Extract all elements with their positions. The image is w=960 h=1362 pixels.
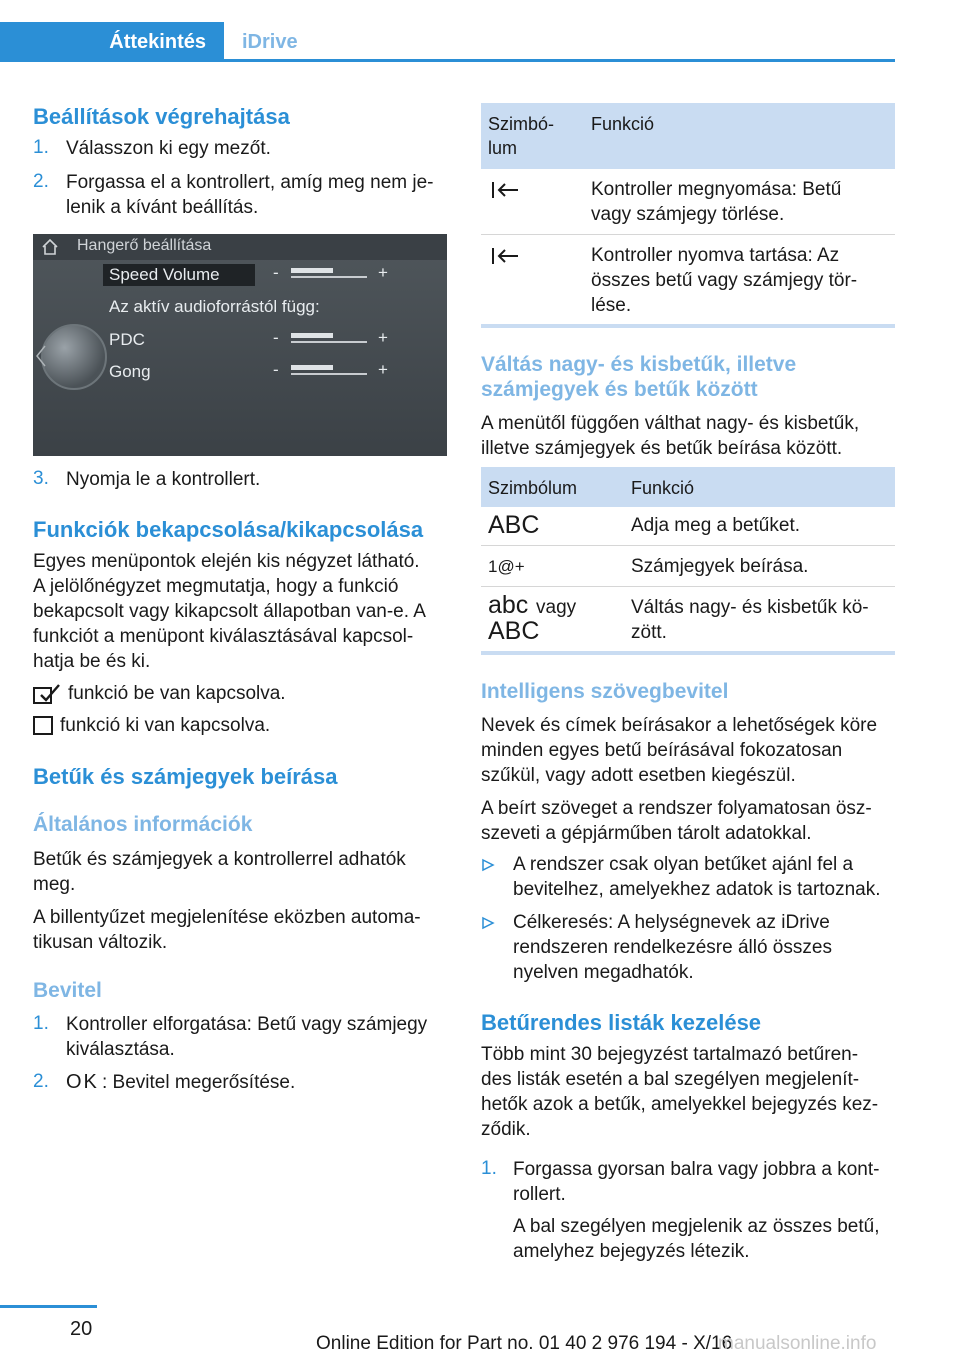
paragraph: Egyes menüpontok elején kis négyzet látható.: [33, 551, 420, 572]
step-text: lenik a kívánt beállítás.: [66, 197, 259, 218]
step-number: 3.: [33, 468, 49, 489]
menu-item-label: Az aktív audioforrástól függ:: [109, 297, 320, 316]
step-number: 1.: [33, 1013, 49, 1034]
table-cell: zött.: [631, 622, 667, 643]
idrive-screenshot: [33, 234, 447, 456]
step-number: 1.: [33, 137, 49, 158]
table-cell: Váltás nagy- és kisbetűk kö-: [631, 597, 869, 618]
delete-icon: [490, 180, 520, 200]
step-text: : Bevitel megerősítése.: [102, 1072, 296, 1093]
subsection-title-bevitel: Bevitel: [33, 979, 102, 1002]
table-cell: vagy számjegy törlése.: [591, 204, 785, 225]
table-cell: Adja meg a betűket.: [631, 515, 800, 536]
table-cell: Kontroller nyomva tartása: Az: [591, 245, 840, 266]
subsection-title-smart-input: Intelligens szövegbevitel: [481, 680, 729, 703]
menu-item-speed-volume[interactable]: Speed Volume: [109, 265, 220, 284]
minus-label: -: [273, 328, 279, 347]
plus-label: +: [378, 360, 388, 379]
volume-bar[interactable]: [291, 266, 367, 278]
abc-upper-icon: ABC: [488, 511, 540, 539]
watermark: manualsonline.info: [718, 1333, 877, 1354]
step-number: 1.: [481, 1158, 497, 1179]
checkbox-empty-icon: [33, 716, 55, 736]
step-number: 2.: [33, 1071, 49, 1092]
paragraph: Több mint 30 bejegyzést tartalmazó betűren-: [481, 1044, 859, 1065]
step-text: Válasszon ki egy mezőt.: [66, 138, 271, 159]
subsection-title-general: Általános információk: [33, 813, 253, 836]
controller-knob-icon: [41, 324, 107, 390]
section-title-settings: Beállítások végrehajtása: [33, 104, 290, 129]
page-number: 20: [70, 1318, 93, 1340]
paragraph: hetők azok a betűk, amelyekkel bejegyzés kez-: [481, 1094, 879, 1115]
step-text: Nyomja le a kontrollert.: [66, 469, 261, 490]
menu-item-gong[interactable]: Gong: [109, 362, 151, 381]
bullet-triangle-icon: [481, 858, 495, 872]
paragraph: funkciót a menüpont kiválasztásával kapcsol-: [33, 626, 414, 647]
menu-item-pdc[interactable]: PDC: [109, 330, 145, 349]
column-header-function: Funkció: [591, 114, 655, 134]
step-text: Forgassa el a kontrollert, amíg meg nem je-: [66, 172, 434, 193]
section-title-input: Betűk és számjegyek beírása: [33, 764, 338, 789]
paragraph: A menütől függően válthat nagy- és kisbetűk,: [481, 413, 860, 434]
column-header-symbol: Szimbólum: [488, 478, 578, 498]
step-text: A bal szegélyen megjelenik az összes betű,: [513, 1216, 880, 1237]
bullet-triangle-icon: [481, 916, 495, 930]
delete-icon: [490, 246, 520, 266]
header-rule: [224, 59, 895, 62]
abc-upper-icon: ABC: [488, 617, 540, 645]
list-item: bevitelhez, amelyekhez adatok is tartoznak.: [513, 879, 881, 900]
step-text: Kontroller elforgatása: Betű vagy számjegy: [66, 1014, 428, 1035]
tab-idrive[interactable]: iDrive: [242, 31, 298, 53]
minus-label: -: [273, 360, 279, 379]
section-title-alpha-lists: Betűrendes listák kezelése: [481, 1010, 762, 1035]
home-icon: [41, 238, 59, 256]
tab-attekintes[interactable]: Áttekintés: [0, 22, 224, 62]
paragraph: A beírt szöveget a rendszer folyamatosan ösz-: [481, 798, 872, 819]
subsection-title-switch: számjegyek és betűk között: [481, 378, 758, 401]
list-item: rendszeren rendelkezésre álló összes: [513, 937, 832, 958]
checkbox-checked-icon: [33, 683, 63, 705]
step-text: rollert.: [513, 1184, 566, 1205]
step-text: amelyhez bejegyzés létezik.: [513, 1241, 750, 1262]
table-end-rule: [481, 324, 895, 328]
table-cell: Kontroller megnyomása: Betű: [591, 179, 842, 200]
screen-title: Hangerő beállítása: [77, 237, 212, 254]
chevron-left-icon: [35, 344, 47, 368]
volume-bar[interactable]: [291, 331, 367, 343]
row-divider: [481, 234, 895, 235]
table-cell: vagy: [536, 597, 577, 618]
paragraph: szűkül, vagy adott esetben kiegészül.: [481, 765, 796, 786]
minus-label: -: [273, 263, 279, 282]
paragraph: bekapcsolt vagy kikapcsolt állapotban van-e. A: [33, 601, 426, 622]
checkbox-off-text: funkció ki van kapcsolva.: [60, 715, 271, 736]
step-number: 2.: [33, 171, 49, 192]
column-header-symbol: lum: [488, 138, 518, 158]
paragraph: ződik.: [481, 1119, 531, 1140]
paragraph: illetve számjegyek és betűk beírása között.: [481, 438, 843, 459]
paragraph: tikusan változik.: [33, 932, 168, 953]
paragraph: A jelölőnégyzet megmutatja, hogy a funkció: [33, 576, 399, 597]
volume-bar[interactable]: [291, 363, 367, 375]
step-text: kiválasztása.: [66, 1039, 175, 1060]
step-text: Forgassa gyorsan balra vagy jobbra a kont-: [513, 1159, 880, 1180]
abc-lower-icon: abc: [488, 591, 529, 619]
footer-rule: [0, 1305, 97, 1308]
list-item: Célkeresés: A helységnevek az iDrive: [513, 912, 830, 933]
column-header-function: Funkció: [631, 478, 695, 498]
section-title-functions: Funkciók bekapcsolása/kikapcsolása: [33, 517, 424, 542]
paragraph: Nevek és címek beírásakor a lehetőségek köre: [481, 715, 878, 736]
page-header: [0, 22, 895, 62]
paragraph: meg.: [33, 874, 76, 895]
column-header-symbol: Szimbó-: [488, 114, 555, 134]
numbers-icon: 1@+: [488, 557, 525, 576]
paragraph: hatja be és ki.: [33, 651, 151, 672]
table-cell: összes betű vagy számjegy tör-: [591, 270, 858, 291]
subsection-title-switch: Váltás nagy- és kisbetűk, illetve: [481, 353, 797, 376]
paragraph: szeveti a gépjárműben tárolt adatokkal.: [481, 823, 812, 844]
table-cell: lése.: [591, 295, 632, 316]
ok-icon: OK: [66, 1071, 99, 1093]
edition-text: Online Edition for Part no. 01 40 2 976 194 - X/16: [316, 1333, 733, 1354]
paragraph: des listák esetén a bal szegélyen megjelenít-: [481, 1069, 860, 1090]
plus-label: +: [378, 328, 388, 347]
row-divider: [481, 586, 895, 587]
paragraph: Betűk és számjegyek a kontrollerrel adhatók: [33, 849, 406, 870]
paragraph: A billentyűzet megjelenítése eközben automa-: [33, 907, 421, 928]
plus-label: +: [378, 263, 388, 282]
paragraph: minden egyes betű beírásával fokozatosan: [481, 740, 843, 761]
checkbox-on-text: funkció be van kapcsolva.: [68, 683, 286, 704]
table-end-rule: [481, 651, 895, 655]
list-item: nyelven megadhatók.: [513, 962, 694, 983]
table-cell: Számjegyek beírása.: [631, 556, 809, 577]
row-divider: [481, 545, 895, 546]
list-item: A rendszer csak olyan betűket ajánl fel a: [513, 854, 854, 875]
